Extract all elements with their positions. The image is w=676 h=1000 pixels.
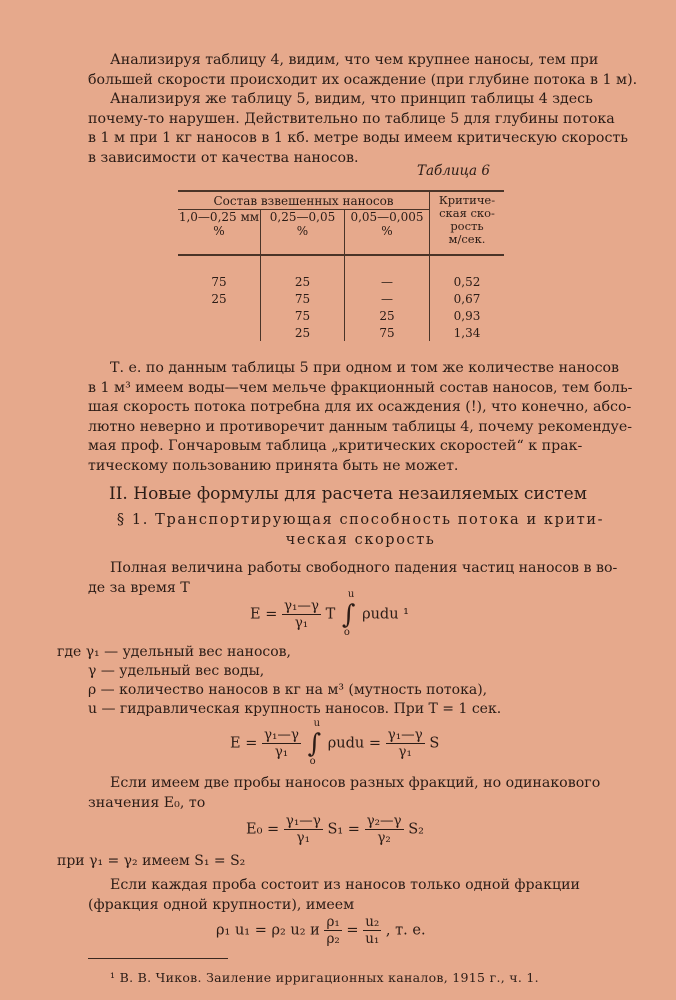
- formula-part: E =: [230, 735, 258, 752]
- text-line: шая скорость потока потребна для их осаждения (!), что конечно, абсо-: [88, 399, 632, 415]
- formula-part: T: [325, 606, 336, 623]
- fraction-num: u₂: [365, 914, 380, 930]
- formula-E0: [246, 813, 424, 846]
- paragraph-conclusion: [88, 359, 633, 476]
- formula-part: =: [346, 922, 359, 939]
- fraction-den: ρ₂: [326, 931, 340, 947]
- table-cell: 1,34: [453, 325, 481, 340]
- header-line: 0,05—0,005: [350, 210, 424, 224]
- text-line: Анализируя же таблицу 5, видим, что принцип таблицы 4 здесь: [110, 91, 593, 107]
- table-cell: 25: [345, 307, 430, 324]
- fraction-num: γ₁—γ: [387, 727, 423, 743]
- fraction: [284, 813, 323, 846]
- table-cell: 25: [178, 290, 261, 307]
- legend-line: γ — удельный вес воды,: [88, 663, 265, 679]
- text-line: в 1 м при 1 кг наносов в 1 кб. метре воды имеем критическую скорость: [88, 130, 628, 146]
- integral-upper: u: [313, 717, 321, 729]
- fraction-den: γ₁: [296, 830, 311, 846]
- table-cell: 75: [261, 307, 345, 324]
- legend-line: где γ₁ — удельный вес наносов,: [57, 644, 291, 660]
- text-line: Т. е. по данным таблицы 5 при одном и том же количестве наносов: [110, 360, 620, 376]
- integral-upper: u: [347, 588, 355, 600]
- footnote-divider: [88, 958, 228, 959]
- table-cell: 0,67: [453, 291, 481, 306]
- formula-work-E: [250, 588, 409, 638]
- integral-lower: o: [309, 755, 316, 767]
- fraction-num: γ₁—γ: [263, 727, 300, 743]
- subheading-line: § 1. Транспортирующая способность потока и крити-: [116, 512, 605, 528]
- fraction-num: γ₁—γ: [285, 813, 321, 829]
- table-header-fraction-coarse: [178, 210, 261, 256]
- legend-line: ρ — количество наносов в кг на м³ (мутность потока),: [88, 682, 488, 698]
- header-line: 1,0—0,25 мм: [178, 210, 260, 224]
- formula-part: E =: [250, 606, 278, 623]
- table-header-fraction-medium: [261, 210, 345, 256]
- text-line: тическому пользованию принята быть не может.: [88, 457, 459, 474]
- section-subheading: [88, 510, 633, 550]
- paragraph-two-samples: [88, 774, 633, 813]
- table-group-header: Состав взвешенных наносов: [178, 191, 430, 210]
- table-cell: —: [345, 290, 430, 307]
- header-line: ская ско-: [439, 206, 495, 220]
- fraction-den: γ₁: [398, 744, 412, 760]
- table-cell: [178, 307, 261, 324]
- table-header-critical-speed: [430, 191, 505, 255]
- text-line: лютно неверно и противоречит данным таблицы 4, почему рекомендуе-: [88, 418, 633, 435]
- formula-condition: при γ₁ = γ₂ имеем S₁ = S₂: [57, 853, 246, 869]
- fraction: [363, 914, 381, 947]
- table-header-fraction-fine: [345, 210, 430, 256]
- fraction-den: γ₁: [274, 744, 289, 760]
- fraction-den: γ₂: [377, 830, 391, 846]
- text-line: Если каждая проба состоит из наносов только одной фракции: [110, 877, 580, 893]
- paragraph-single-fraction: [88, 876, 633, 915]
- formula-part: S: [429, 735, 440, 752]
- text-line: в 1 м³ имеем воды—чем мельче фракционный состав наносов, тем боль-: [88, 379, 633, 396]
- header-line: Критиче-: [438, 193, 496, 207]
- text-line: значения E₀, то: [88, 794, 206, 811]
- subheading-line: ческая скорость: [285, 532, 436, 548]
- text-line: большей скорости происходит их осаждение (при глубине потока в 1 м).: [88, 71, 638, 88]
- header-line: %: [296, 224, 309, 238]
- section-heading: II. Новые формулы для расчета незаиляемых систем: [109, 484, 587, 504]
- table-row: [178, 290, 504, 307]
- paragraph-table5-analysis: [88, 90, 633, 168]
- formula-part: ρudu ¹: [362, 606, 409, 623]
- formula-ratio: [216, 914, 426, 947]
- table-cell: —: [345, 273, 430, 290]
- table-cell: 0,52: [453, 274, 481, 289]
- paragraph-work-intro: [88, 559, 633, 598]
- text-line: мая проф. Гончаровым таблица „критических скоростей“ к прак-: [88, 438, 583, 454]
- table-cell: 25: [261, 273, 345, 290]
- fraction-den: γ₁: [294, 615, 309, 631]
- formula-part: S₁ =: [327, 821, 360, 838]
- formula-part: , т. е.: [385, 922, 426, 939]
- integral-lower: o: [343, 626, 350, 638]
- paragraph-table4-analysis: [88, 51, 638, 90]
- fraction: [324, 914, 341, 947]
- text-line: Если имеем две пробы наносов разных фракций, но одинакового: [110, 775, 601, 791]
- table-caption: Таблица 6: [417, 163, 490, 179]
- fraction: [282, 598, 321, 631]
- text-line: в зависимости от качества наносов.: [88, 149, 359, 166]
- table-row: [178, 307, 504, 324]
- header-line: рость: [450, 219, 484, 233]
- fraction: [262, 727, 301, 760]
- table-cell: 75: [345, 324, 430, 341]
- header-line: м/сек.: [448, 232, 486, 246]
- table-row: [178, 273, 504, 290]
- header-line: %: [381, 224, 393, 238]
- text-line: Анализируя таблицу 4, видим, что чем крупнее наносы, тем при: [110, 52, 599, 68]
- table-cell: 75: [178, 273, 261, 290]
- fraction-num: γ₂—γ: [366, 813, 402, 829]
- text-line: (фракция одной крупности), имеем: [88, 896, 355, 913]
- header-line: 0,25—0,05: [269, 210, 336, 224]
- fraction-num: γ₁—γ: [283, 598, 320, 614]
- formula-work-simplified: [230, 717, 440, 767]
- fraction-den: u₁: [365, 931, 380, 947]
- formula-part: ρudu =: [327, 735, 382, 752]
- fraction: [386, 727, 425, 760]
- integral-sign: ∫ u o: [341, 588, 356, 638]
- integral-sign: ∫ u o: [307, 717, 322, 767]
- text-line: почему-то нарушен. Действительно по таблице 5 для глубины потока: [88, 110, 615, 127]
- formula-part: S₂: [408, 821, 424, 838]
- formula-part: E₀ =: [246, 821, 280, 838]
- table-cell: 75: [261, 290, 345, 307]
- fraction: [365, 813, 404, 846]
- header-line: %: [213, 224, 225, 238]
- table-row: [178, 324, 504, 341]
- table-cell: 25: [261, 324, 345, 341]
- formula-part: ρ₁ u₁ = ρ₂ u₂ и: [216, 922, 320, 939]
- footnote: ¹ В. В. Чиков. Заиление ирригационных каналов, 1915 г., ч. 1.: [110, 970, 539, 985]
- text-line: Полная величина работы свободного падения частиц наносов в во-: [110, 560, 618, 576]
- table-cell: [178, 324, 261, 341]
- text-line: де за время Т: [88, 579, 190, 596]
- legend-line: u — гидравлическая крупность наносов. При T = 1 сек.: [88, 701, 502, 717]
- fraction-num: ρ₁: [326, 914, 340, 930]
- table-6: [178, 190, 504, 341]
- table-cell: 0,93: [453, 308, 481, 323]
